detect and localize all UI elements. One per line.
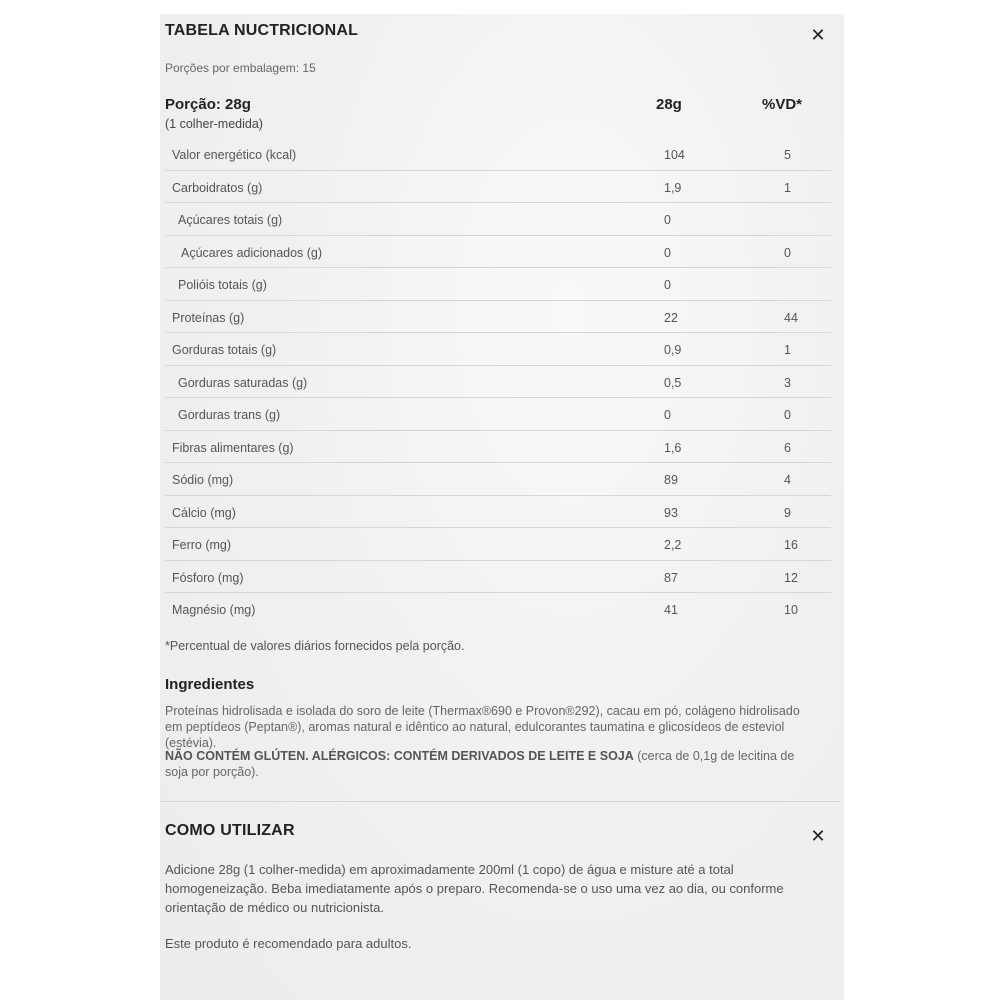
nutrient-qty: 2,2 bbox=[664, 538, 682, 552]
portion-label: Porção: 28g bbox=[165, 96, 251, 113]
usage-note: Este produto é recomendado para adultos. bbox=[165, 936, 412, 951]
column-header-vd: %VD* bbox=[762, 96, 803, 113]
table-row bbox=[165, 138, 831, 171]
ingredients-title: Ingredientes bbox=[165, 676, 255, 693]
table-row bbox=[165, 496, 831, 529]
nutrient-qty: 0 bbox=[664, 245, 671, 260]
column-header-qty: 28g bbox=[656, 96, 682, 113]
nutrient-vd: 6 bbox=[784, 440, 791, 455]
footnote: *Percentual de valores diários fornecidos pela porção. bbox=[165, 639, 465, 653]
nutrient-name: Gorduras saturadas (g) bbox=[178, 375, 308, 390]
nutrient-name: Açúcares totais (g) bbox=[178, 213, 283, 227]
nutrient-vd: 1 bbox=[784, 180, 791, 195]
nutrient-name: Proteínas (g) bbox=[172, 310, 245, 325]
nutrient-vd: 16 bbox=[784, 538, 798, 552]
servings-per-package: Porções por embalagem: 15 bbox=[165, 61, 316, 75]
nutrient-name: Sódio (mg) bbox=[172, 473, 234, 487]
nutrient-name: Polióis totais (g) bbox=[178, 278, 267, 292]
nutrient-name: Magnésio (mg) bbox=[172, 603, 256, 617]
table-row bbox=[165, 561, 831, 594]
product-info-panel bbox=[160, 14, 844, 1000]
nutrition-title: TABELA NUCTRICIONAL bbox=[165, 22, 359, 39]
table-row bbox=[165, 398, 831, 431]
table-row bbox=[165, 366, 831, 399]
nutrient-name: Gorduras trans (g) bbox=[178, 408, 281, 422]
nutrient-name: Ferro (mg) bbox=[172, 538, 232, 552]
nutrient-qty: 22 bbox=[664, 310, 678, 325]
nutrient-vd: 3 bbox=[784, 375, 791, 390]
nutrient-name: Fibras alimentares (g) bbox=[172, 440, 294, 455]
table-row bbox=[165, 528, 831, 561]
nutrition-table bbox=[165, 138, 831, 626]
table-row bbox=[165, 431, 831, 464]
table-row bbox=[165, 593, 831, 626]
allergen-rest: (cerca de 0,1g de lecitina de soja por porção). bbox=[165, 749, 795, 779]
nutrient-qty: 1,9 bbox=[664, 180, 682, 195]
table-row bbox=[165, 236, 831, 269]
table-row bbox=[165, 171, 831, 204]
usage-title: COMO UTILIZAR bbox=[165, 822, 295, 839]
nutrient-vd: 5 bbox=[784, 148, 791, 162]
nutrient-vd: 9 bbox=[784, 505, 791, 520]
table-row bbox=[165, 463, 831, 496]
nutrient-name: Carboidratos (g) bbox=[172, 180, 263, 195]
divider bbox=[160, 801, 840, 802]
nutrient-qty: 0 bbox=[664, 408, 671, 422]
portion-sub: (1 colher-medida) bbox=[165, 117, 263, 131]
close-icon[interactable]: ✕ bbox=[807, 826, 829, 848]
table-row bbox=[165, 203, 831, 236]
usage-text: Adicione 28g (1 colher-medida) em aproximadamente 200ml (1 copo) de água e misture até a total homogeneização. Beba imediatamente após o preparo. Recomenda-se o uso uma vez ao dia, ou conforme orientação de médico ou nutricionista. bbox=[165, 862, 784, 915]
nutrient-qty: 41 bbox=[664, 603, 678, 617]
allergen-bold: NÃO CONTÉM GLÚTEN. ALÉRGICOS: CONTÉM DERIVADOS DE LEITE E SOJA bbox=[165, 749, 634, 763]
nutrient-qty: 0,9 bbox=[664, 343, 682, 357]
nutrient-name: Açúcares adicionados (g) bbox=[181, 245, 323, 260]
nutrient-qty: 0,5 bbox=[664, 375, 682, 390]
nutrient-qty: 0 bbox=[664, 213, 671, 227]
table-row bbox=[165, 268, 831, 301]
nutrient-name: Fósforo (mg) bbox=[172, 570, 244, 585]
close-icon[interactable]: ✕ bbox=[807, 25, 829, 47]
nutrient-vd: 10 bbox=[784, 603, 798, 617]
nutrient-vd: 12 bbox=[784, 570, 798, 585]
table-row bbox=[165, 301, 831, 334]
nutrient-qty: 93 bbox=[664, 505, 678, 520]
nutrient-vd: 4 bbox=[784, 473, 791, 487]
nutrient-qty: 1,6 bbox=[664, 440, 682, 455]
ingredients-text: Proteínas hidrolisada e isolada do soro de leite (Thermax®690 e Provon®292), cacau em pó, colágeno hidrolisado em peptídeos (Peptan®), aromas natural e idêntico ao natural, edulcorantes taumatina e glicosídeos de esteviol (estévia). bbox=[165, 704, 800, 750]
nutrient-qty: 89 bbox=[664, 473, 678, 487]
allergen-info bbox=[165, 748, 815, 780]
nutrient-qty: 87 bbox=[664, 570, 678, 585]
nutrient-name: Valor energético (kcal) bbox=[172, 148, 297, 162]
nutrient-name: Cálcio (mg) bbox=[172, 505, 236, 520]
nutrient-qty: 0 bbox=[664, 278, 671, 292]
nutrient-name: Gorduras totais (g) bbox=[172, 343, 277, 357]
table-row bbox=[165, 333, 831, 366]
nutrient-vd: 1 bbox=[784, 343, 791, 357]
nutrient-vd: 0 bbox=[784, 245, 791, 260]
nutrient-vd: 0 bbox=[784, 408, 791, 422]
nutrient-vd: 44 bbox=[784, 310, 798, 325]
nutrient-qty: 104 bbox=[664, 148, 685, 162]
